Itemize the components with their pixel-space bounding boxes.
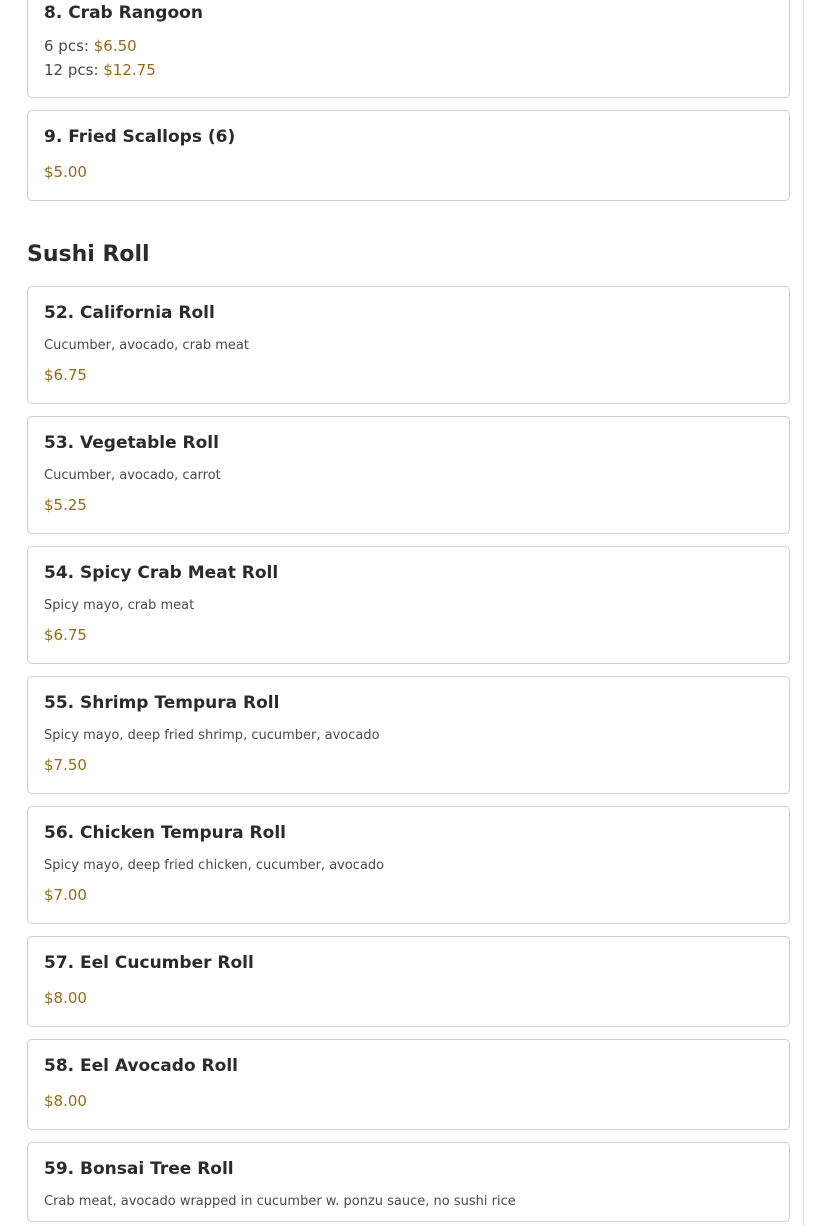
item-price: $6.75 — [44, 366, 87, 384]
option-label: 12 pcs: — [44, 61, 104, 79]
menu-item-card[interactable] — [27, 286, 790, 404]
item-name: 9. Fried Scallops (6) — [44, 127, 236, 147]
item-name: 8. Crab Rangoon — [44, 3, 203, 23]
item-name: 57. Eel Cucumber Roll — [44, 953, 254, 973]
menu-item-card[interactable] — [27, 676, 790, 794]
price-option — [44, 61, 156, 79]
menu-item-card[interactable] — [27, 1039, 790, 1130]
section-title: Sushi Roll — [27, 242, 150, 267]
item-name: 59. Bonsai Tree Roll — [44, 1159, 234, 1179]
item-description: Cucumber, avocado, crab meat — [44, 338, 249, 353]
item-name: 53. Vegetable Roll — [44, 433, 219, 453]
item-price: $6.50 — [93, 37, 137, 55]
item-description: Spicy mayo, deep fried chicken, cucumber, avocado — [44, 858, 385, 873]
item-description: Spicy mayo, crab meat — [44, 598, 195, 613]
menu-item-card[interactable] — [27, 546, 790, 664]
item-description: Spicy mayo, deep fried shrimp, cucumber, avocado — [44, 728, 380, 743]
item-name: 55. Shrimp Tempura Roll — [44, 693, 280, 713]
menu-item-card[interactable] — [27, 936, 790, 1027]
item-name: 54. Spicy Crab Meat Roll — [44, 563, 279, 583]
menu-item-card[interactable] — [27, 110, 790, 201]
item-price: $7.00 — [44, 886, 87, 904]
menu-item-card[interactable] — [27, 416, 790, 534]
item-name: 52. California Roll — [44, 303, 215, 323]
item-price: $8.00 — [44, 1092, 87, 1110]
menu-item-card[interactable] — [27, 1142, 790, 1222]
item-price: $8.00 — [44, 989, 87, 1007]
item-description: Cucumber, avocado, carrot — [44, 468, 221, 483]
price-option — [44, 37, 137, 55]
item-price: $5.25 — [44, 496, 87, 514]
item-name: 58. Eel Avocado Roll — [44, 1056, 238, 1076]
item-price: $12.75 — [103, 61, 156, 79]
item-price: $5.00 — [44, 163, 87, 181]
menu-item-card[interactable] — [27, 806, 790, 924]
item-price: $6.75 — [44, 626, 87, 644]
item-description: Crab meat, avocado wrapped in cucumber w. ponzu sauce, no sushi rice — [44, 1194, 516, 1209]
menu-item-card[interactable] — [27, 0, 790, 98]
option-label: 6 pcs: — [44, 37, 94, 55]
item-name: 56. Chicken Tempura Roll — [44, 823, 286, 843]
item-price: $7.50 — [44, 756, 87, 774]
